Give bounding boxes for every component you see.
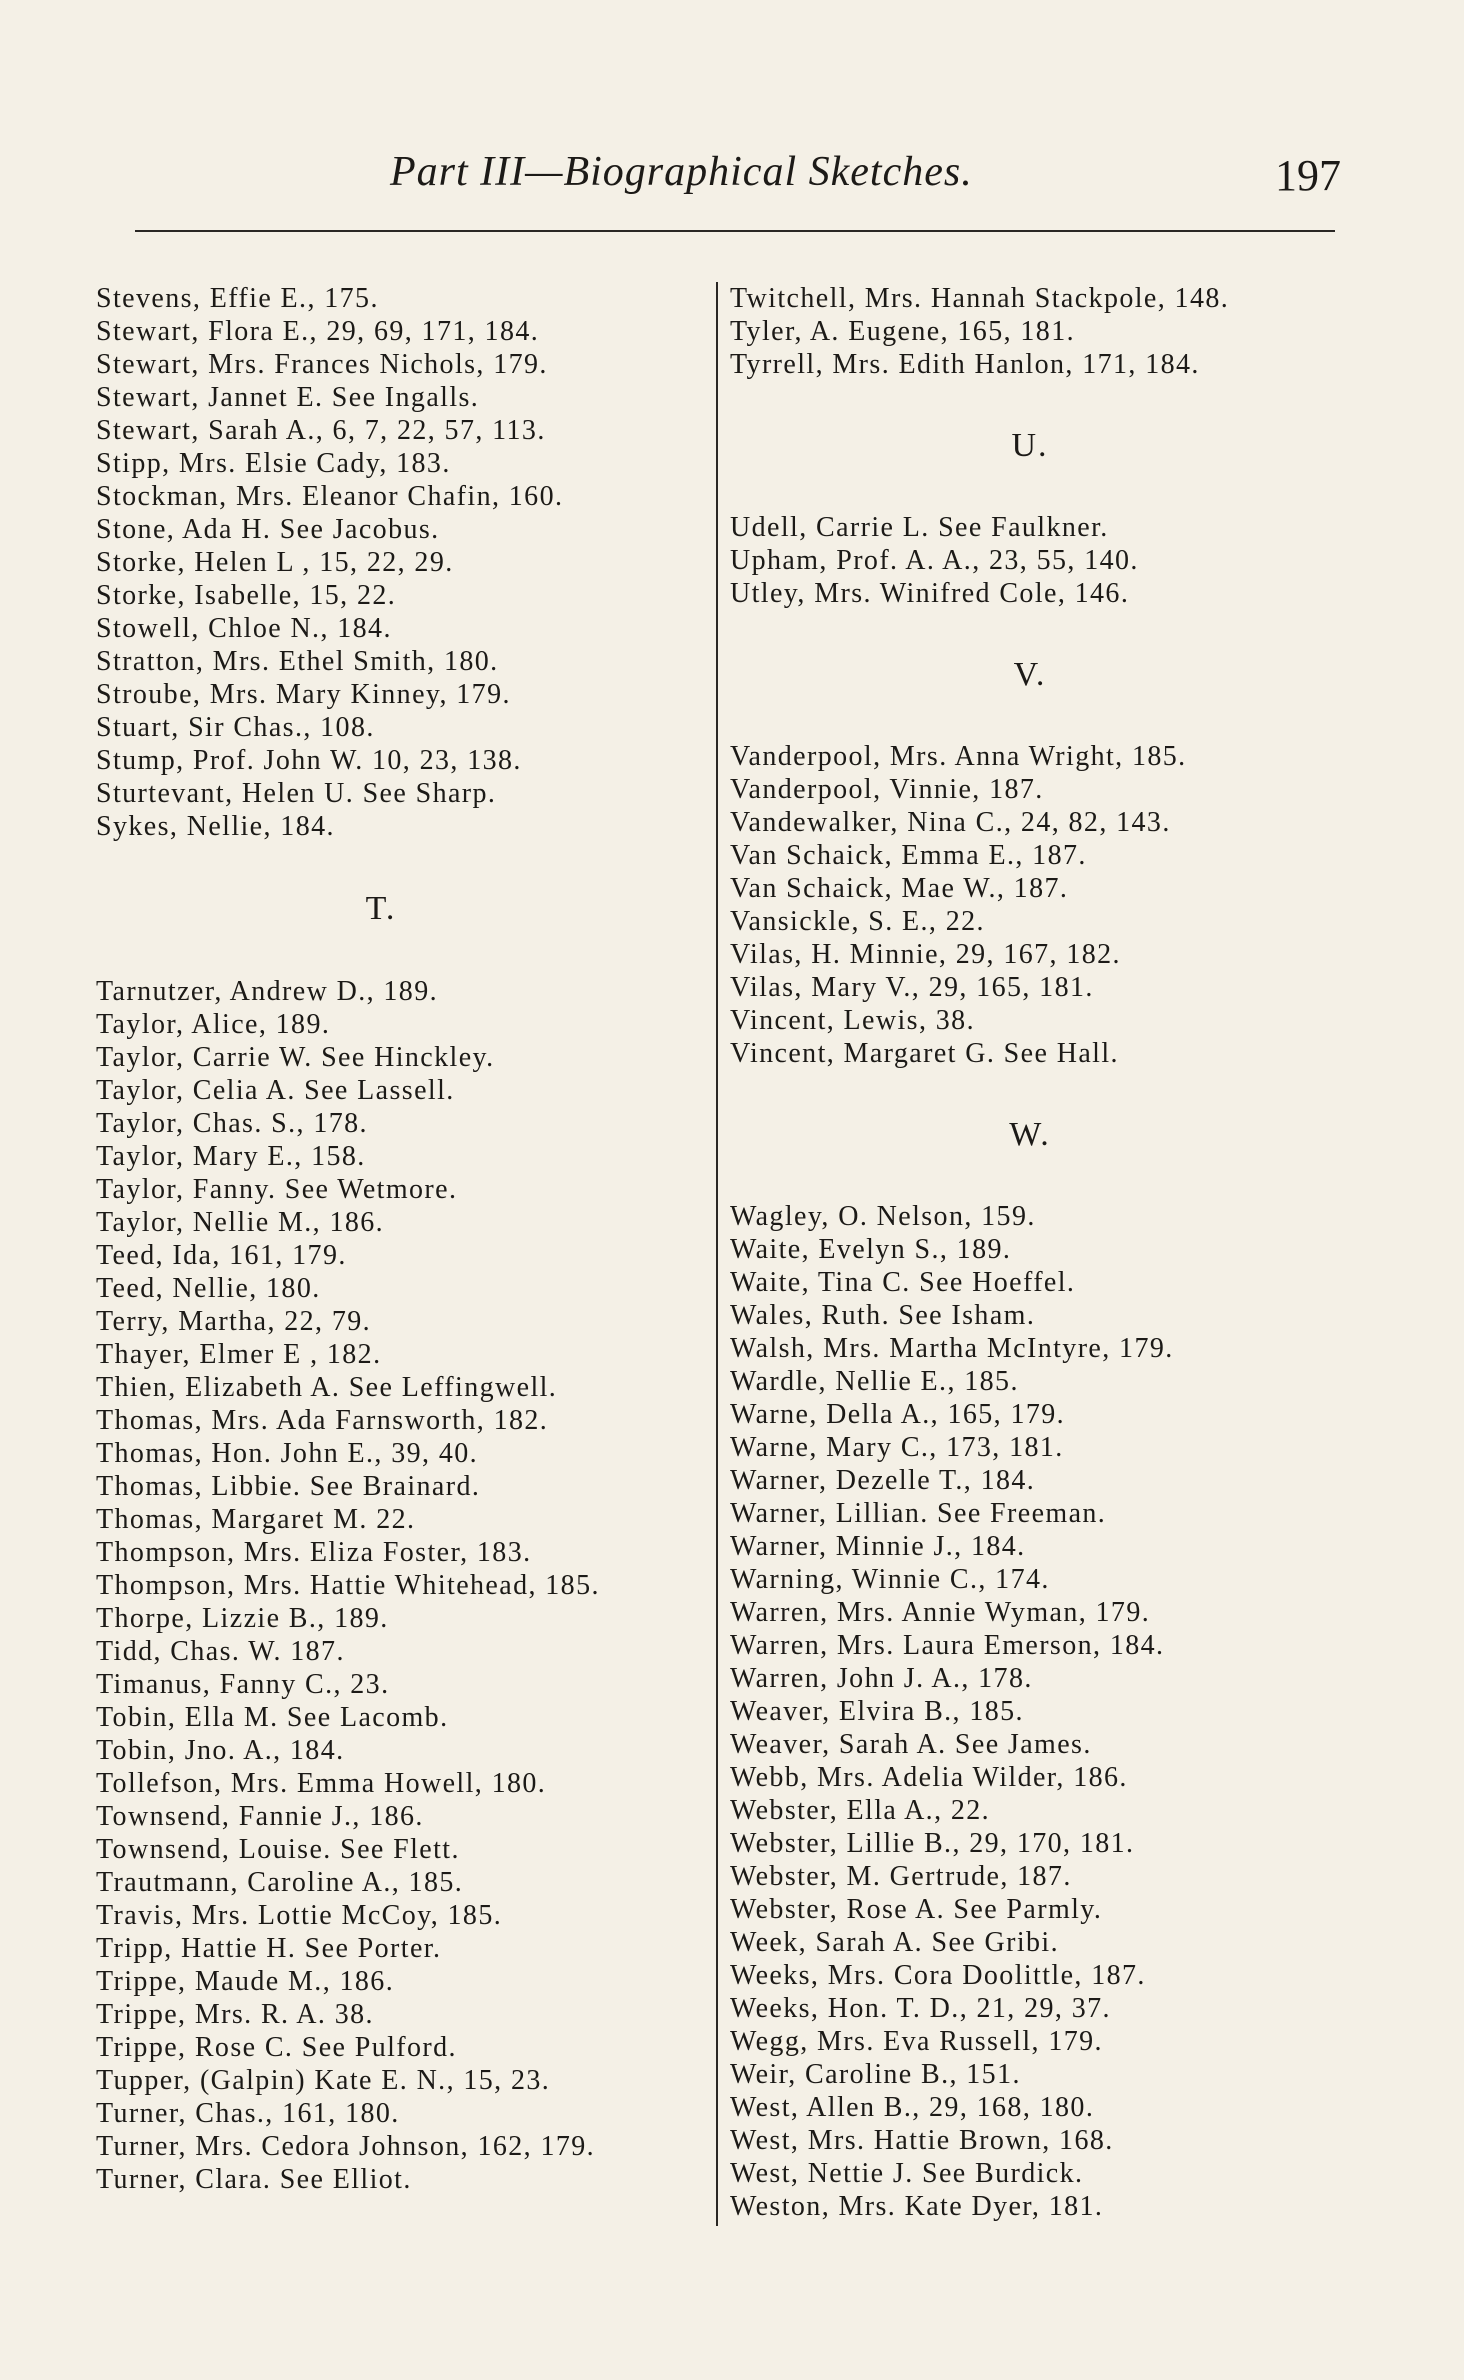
index-entry: Thomas, Libbie. See Brainard.	[96, 1471, 481, 1502]
page-header	[0, 148, 1464, 208]
index-entry: Thayer, Elmer E , 182.	[96, 1339, 382, 1370]
index-entry: Warne, Mary C., 173, 181.	[730, 1432, 1064, 1463]
index-entry: Taylor, Nellie M., 186.	[96, 1207, 385, 1238]
index-entry: Taylor, Mary E., 158.	[96, 1141, 366, 1172]
index-column-right	[730, 282, 1370, 2223]
letter-heading-t: T.	[365, 890, 397, 927]
index-entry: Taylor, Carrie W. See Hinckley.	[96, 1042, 495, 1073]
index-entry: Taylor, Chas. S., 178.	[96, 1108, 368, 1139]
index-entry: Townsend, Fannie J., 186.	[96, 1801, 424, 1832]
index-entry: Trautmann, Caroline A., 185.	[96, 1867, 464, 1898]
index-entry: Sturtevant, Helen U. See Sharp.	[96, 778, 497, 809]
index-entry: Stone, Ada H. See Jacobus.	[96, 514, 440, 545]
index-entry: Van Schaick, Emma E., 187.	[730, 840, 1087, 871]
index-entry: Storke, Isabelle, 15, 22.	[96, 580, 397, 611]
index-entry: Taylor, Alice, 189.	[96, 1009, 331, 1040]
index-entry: Travis, Mrs. Lottie McCoy, 185.	[96, 1900, 503, 1931]
index-entry: Warren, Mrs. Laura Emerson, 184.	[730, 1630, 1165, 1661]
index-entry: Tarnutzer, Andrew D., 189.	[96, 976, 439, 1007]
index-entry: Vincent, Margaret G. See Hall.	[730, 1038, 1119, 1069]
index-entry: Stewart, Flora E., 29, 69, 171, 184.	[96, 316, 540, 347]
index-column-left	[96, 282, 706, 2196]
column-divider	[716, 282, 718, 2226]
index-entry: Thompson, Mrs. Hattie Whitehead, 185.	[96, 1570, 600, 1601]
index-entry: Stewart, Sarah A., 6, 7, 22, 57, 113.	[96, 415, 546, 446]
index-entry: Vincent, Lewis, 38.	[730, 1005, 975, 1036]
index-entry: Stowell, Chloe N., 184.	[96, 613, 392, 644]
index-entry: Stuart, Sir Chas., 108.	[96, 712, 375, 743]
index-entry: Stroube, Mrs. Mary Kinney, 179.	[96, 679, 511, 710]
index-entry: Turner, Mrs. Cedora Johnson, 162, 179.	[96, 2131, 596, 2162]
index-entry: Timanus, Fanny C., 23.	[96, 1669, 390, 1700]
index-entry: Taylor, Celia A. See Lassell.	[96, 1075, 455, 1106]
index-entry: Warren, Mrs. Annie Wyman, 179.	[730, 1597, 1151, 1628]
index-entry: Thomas, Margaret M. 22.	[96, 1504, 416, 1535]
index-entry: Trippe, Maude M., 186.	[96, 1966, 395, 1997]
index-entry: Trippe, Rose C. See Pulford.	[96, 2032, 457, 2063]
index-entry: Weeks, Hon. T. D., 21, 29, 37.	[730, 1993, 1111, 2024]
letter-heading-u: U.	[1011, 427, 1049, 464]
index-entry: Tobin, Ella M. See Lacomb.	[96, 1702, 449, 1733]
index-entry: Wales, Ruth. See Isham.	[730, 1300, 1036, 1331]
index-entry: Stipp, Mrs. Elsie Cady, 183.	[96, 448, 451, 479]
index-entry: Turner, Chas., 161, 180.	[96, 2098, 400, 2129]
index-entry: Waite, Tina C. See Hoeffel.	[730, 1267, 1076, 1298]
index-entry: Tripp, Hattie H. See Porter.	[96, 1933, 442, 1964]
index-entry: Twitchell, Mrs. Hannah Stackpole, 148.	[730, 283, 1230, 314]
index-entry: Tidd, Chas. W. 187.	[96, 1636, 345, 1667]
index-entry: Vandewalker, Nina C., 24, 82, 143.	[730, 807, 1171, 838]
index-entry: Wardle, Nellie E., 185.	[730, 1366, 1019, 1397]
index-entry: West, Allen B., 29, 168, 180.	[730, 2092, 1095, 2123]
index-entry: Webb, Mrs. Adelia Wilder, 186.	[730, 1762, 1128, 1793]
running-title: Part III—Biographical Sketches.	[390, 149, 973, 195]
index-entry: Terry, Martha, 22, 79.	[96, 1306, 372, 1337]
index-entry: Wegg, Mrs. Eva Russell, 179.	[730, 2026, 1103, 2057]
index-entry: Stevens, Effie E., 175.	[96, 283, 379, 314]
index-entry: Vanderpool, Mrs. Anna Wright, 185.	[730, 741, 1187, 772]
index-entry: Vilas, Mary V., 29, 165, 181.	[730, 972, 1094, 1003]
index-entry: Vilas, H. Minnie, 29, 167, 182.	[730, 939, 1121, 970]
index-entry: West, Nettie J. See Burdick.	[730, 2158, 1084, 2189]
index-entry: Teed, Ida, 161, 179.	[96, 1240, 347, 1271]
index-entry: Udell, Carrie L. See Faulkner.	[730, 512, 1109, 543]
index-entry: Thompson, Mrs. Eliza Foster, 183.	[96, 1537, 532, 1568]
index-entry: Stockman, Mrs. Eleanor Chafin, 160.	[96, 481, 564, 512]
index-entry: Weeks, Mrs. Cora Doolittle, 187.	[730, 1960, 1146, 1991]
index-entry: Webster, Ella A., 22.	[730, 1795, 991, 1826]
index-entry: Townsend, Louise. See Flett.	[96, 1834, 460, 1865]
index-entry: Stewart, Mrs. Frances Nichols, 179.	[96, 349, 548, 380]
index-entry: Weaver, Sarah A. See James.	[730, 1729, 1092, 1760]
index-entry: Vanderpool, Vinnie, 187.	[730, 774, 1044, 805]
index-entry: Thien, Elizabeth A. See Leffingwell.	[96, 1372, 558, 1403]
index-entry: Upham, Prof. A. A., 23, 55, 140.	[730, 545, 1139, 576]
header-rule	[135, 230, 1335, 232]
index-entry: Warne, Della A., 165, 179.	[730, 1399, 1066, 1430]
index-entry: Stewart, Jannet E. See Ingalls.	[96, 382, 480, 413]
index-entry: Taylor, Fanny. See Wetmore.	[96, 1174, 458, 1205]
index-entry: Thomas, Mrs. Ada Farnsworth, 182.	[96, 1405, 549, 1436]
index-entry: Week, Sarah A. See Gribi.	[730, 1927, 1059, 1958]
index-entry: Warning, Winnie C., 174.	[730, 1564, 1050, 1595]
index-entry: Turner, Clara. See Elliot.	[96, 2164, 412, 2195]
letter-heading-v: V.	[1013, 656, 1047, 693]
index-entry: Walsh, Mrs. Martha McIntyre, 179.	[730, 1333, 1174, 1364]
index-entry: Teed, Nellie, 180.	[96, 1273, 321, 1304]
index-entry: Stratton, Mrs. Ethel Smith, 180.	[96, 646, 499, 677]
index-entry: Wagley, O. Nelson, 159.	[730, 1201, 1036, 1232]
index-entry: Vansickle, S. E., 22.	[730, 906, 985, 937]
index-entry: Tyrrell, Mrs. Edith Hanlon, 171, 184.	[730, 349, 1200, 380]
index-entry: Warner, Lillian. See Freeman.	[730, 1498, 1107, 1529]
index-entry: Webster, Lillie B., 29, 170, 181.	[730, 1828, 1135, 1859]
index-entry: Weaver, Elvira B., 185.	[730, 1696, 1024, 1727]
index-entry: Warren, John J. A., 178.	[730, 1663, 1033, 1694]
index-entry: Weston, Mrs. Kate Dyer, 181.	[730, 2191, 1104, 2222]
index-entry: West, Mrs. Hattie Brown, 168.	[730, 2125, 1114, 2156]
index-entry: Webster, Rose A. See Parmly.	[730, 1894, 1103, 1925]
index-entry: Thomas, Hon. John E., 39, 40.	[96, 1438, 479, 1469]
index-entry: Weir, Caroline B., 151.	[730, 2059, 1021, 2090]
letter-heading-w: W.	[1009, 1116, 1051, 1153]
index-entry: Van Schaick, Mae W., 187.	[730, 873, 1069, 904]
index-entry: Tollefson, Mrs. Emma Howell, 180.	[96, 1768, 547, 1799]
index-entry: Storke, Helen L , 15, 22, 29.	[96, 547, 454, 578]
index-entry: Tupper, (Galpin) Kate E. N., 15, 23.	[96, 2065, 551, 2096]
index-entry: Warner, Dezelle T., 184.	[730, 1465, 1036, 1496]
index-entry: Utley, Mrs. Winifred Cole, 146.	[730, 578, 1130, 609]
index-entry: Tobin, Jno. A., 184.	[96, 1735, 345, 1766]
index-entry: Webster, M. Gertrude, 187.	[730, 1861, 1072, 1892]
index-entry: Tyler, A. Eugene, 165, 181.	[730, 316, 1075, 347]
index-entry: Stump, Prof. John W. 10, 23, 138.	[96, 745, 522, 776]
index-entry: Trippe, Mrs. R. A. 38.	[96, 1999, 374, 2030]
index-entry: Waite, Evelyn S., 189.	[730, 1234, 1012, 1265]
index-entry: Thorpe, Lizzie B., 189.	[96, 1603, 389, 1634]
index-entry: Sykes, Nellie, 184.	[96, 811, 335, 842]
page-number: 197	[1275, 151, 1341, 200]
index-entry: Warner, Minnie J., 184.	[730, 1531, 1026, 1562]
